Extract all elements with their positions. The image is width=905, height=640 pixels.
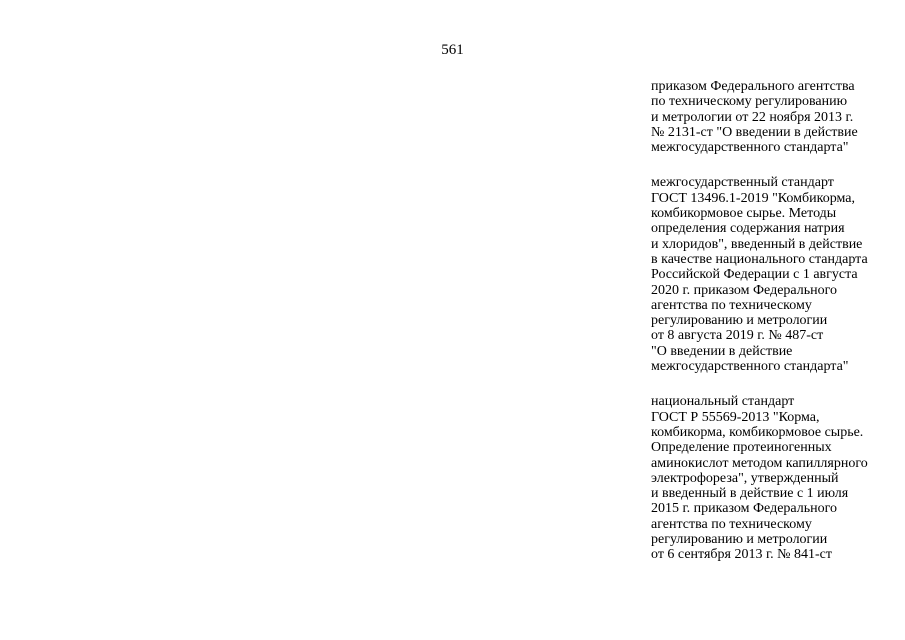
text-line: Российской Федерации с 1 августа xyxy=(651,267,858,283)
text-block-gost-13496 xyxy=(651,175,891,374)
document-text-column xyxy=(651,79,891,563)
text-line: 2020 г. приказом Федерального xyxy=(651,282,838,298)
text-line: межгосударственный стандарт xyxy=(651,175,834,191)
text-line: определения содержания натрия xyxy=(651,221,845,237)
text-line: Определение протеиногенных xyxy=(651,440,832,456)
text-line: регулированию и метрологии xyxy=(651,313,828,329)
text-line: комбикормовое сырье. Методы xyxy=(651,206,837,222)
text-line: агентства по техническому xyxy=(651,297,812,313)
text-line: межгосударственного стандарта" xyxy=(651,359,849,375)
text-line: агентства по техническому xyxy=(651,516,812,532)
page-number: 561 xyxy=(441,42,464,58)
text-line: межгосударственного стандарта" xyxy=(651,140,849,156)
text-block-order-2131 xyxy=(651,79,891,155)
text-line: аминокислот методом капиллярного xyxy=(651,455,868,471)
text-line: в качестве национального стандарта xyxy=(651,251,868,267)
text-line: "О введении в действие xyxy=(651,343,793,359)
text-line: ГОСТ 13496.1-2019 "Комбикорма, xyxy=(651,190,855,206)
text-line: и хлоридов", введенный в действие xyxy=(651,236,863,252)
text-line: национальный стандарт xyxy=(651,394,795,410)
text-line: от 6 сентября 2013 г. № 841-ст xyxy=(651,547,832,563)
text-line: 2015 г. приказом Федерального xyxy=(651,501,838,517)
text-line: электрофореза", утвержденный xyxy=(651,470,839,486)
text-line: ГОСТ Р 55569-2013 "Корма, xyxy=(651,409,820,425)
text-line: и введенный в действие с 1 июля xyxy=(651,486,849,502)
text-line: комбикорма, комбикормовое сырье. xyxy=(651,424,864,440)
text-line: № 2131-ст "О введении в действие xyxy=(651,124,858,140)
text-line: приказом Федерального агентства xyxy=(651,79,855,94)
text-line: по техническому регулированию xyxy=(651,94,848,110)
text-line: от 8 августа 2019 г. № 487-ст xyxy=(651,328,824,344)
text-line: и метрологии от 22 ноября 2013 г. xyxy=(651,109,854,125)
text-line: регулированию и метрологии xyxy=(651,532,828,548)
text-block-gost-r-55569 xyxy=(651,394,891,562)
